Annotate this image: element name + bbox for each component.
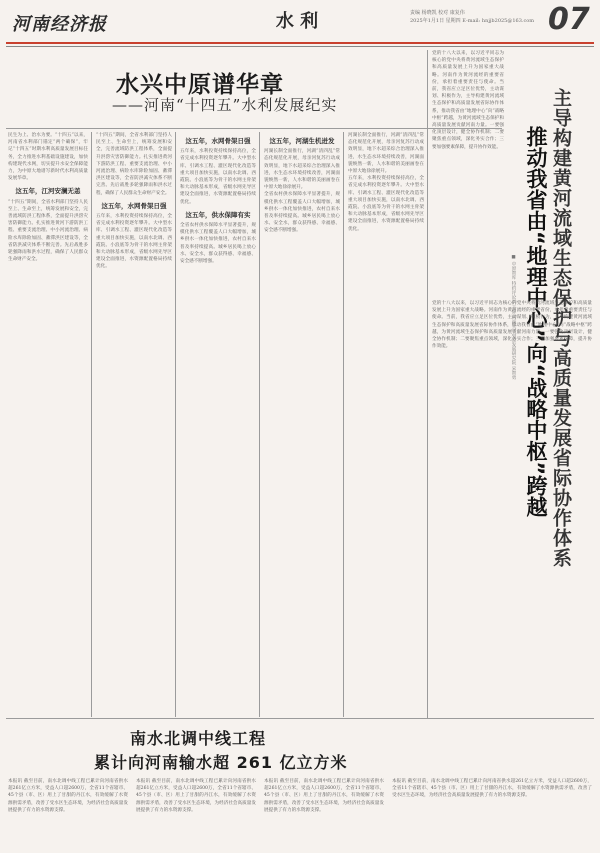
article-text: 五年来，水利投资持续保持高位，全省完成水利投资逐年攀升。大中型水库、引调水工程、灌区现代化改造等重大项目加快实施，以南水北调、西霞院、小浪底等为骨干的水网主骨架和大动脉基本形成，省级水网先导区建设全面推进，水资源配置格局持续优化。: [96, 214, 172, 270]
newspaper-logo: 河南经济报: [12, 14, 107, 35]
article-text: 河湖长制全面推行，河湖“清四乱”常态化规范化开展，母亲河复苏行动成效明显，地下水超采综合治理深入推进，水生态水环境持续改善，河湖面貌焕然一新，人水和谐的美丽画卷在中原大地徐徐展开。: [348, 133, 424, 175]
side-headline-primary: 主导构建黄河流域生态保护与高质量发展省际协作体系: [550, 88, 572, 568]
bottom-headline-line2: 累计向河南输水超 261 亿立方米: [94, 753, 348, 772]
side-headline-secondary: 推动我省由“地理中心”向“战略中枢”跨越: [524, 126, 548, 518]
masthead-rule-thin: [6, 46, 594, 47]
masthead-meta: [410, 9, 534, 25]
column-divider: [91, 132, 92, 717]
column-divider: [427, 50, 428, 718]
lead-subheadline: ——河南“十四五”水利发展纪实: [112, 96, 338, 114]
lead-headline: 水兴中原谱华章: [116, 72, 284, 98]
article-column-1: [8, 132, 88, 722]
bottom-text: 本报讯 截至目前，南水北调中线工程已累计向河南省供水超261亿立方米，受益人口超2600万，全省11个省辖市、45个县（市、区）用上了甘甜的丹江水，有效缓解了水资源供需矛盾，改善了受水区生态环境，为经济社会高质量发展提供了有力的水资源支撑。: [8, 779, 128, 813]
article-text: 全省农村供水保障水平显著提升，规模化供水工程覆盖人口大幅增加，城乡供水一体化加快推进，农村自来水普及率持续提高。城乡居民喝上放心水、安全水，群众获得感、幸福感、安全感不断增强。: [264, 192, 340, 234]
bottom-text: 本报讯 截至目前，南水北调中线工程已累计向河南省供水超261亿立方米，受益人口超2600万，全省11个省辖市、45个县（市、区）用上了甘甜的丹江水，有效缓解了水资源供需矛盾，改善了受水区生态环境，为经济社会高质量发展提供了有力的水资源支撑。: [136, 779, 256, 813]
page-number: 07: [548, 2, 590, 37]
bottom-column-4: [392, 778, 592, 850]
editor-line: 责编 杨晓凯 校对 康复伟: [410, 10, 465, 16]
article-text: “十四五”期间，全省水利部门坚持人民至上、生命至上，统筹发展和安全，完善流域防洪工程体系，全面提升洪涝灾害防御能力。扎实推进黄河下游防洪工程、重要支流治理、中小河流治理、病险水库除险加固、蓄滞洪区建设等，全省防洪减灾体系不断完善。先后战胜多轮强降雨和洪水过程，确保了人民群众生命财产安全。: [96, 133, 172, 196]
article-text: 河湖长制全面推行，河湖“清四乱”常态化规范化开展，母亲河复苏行动成效明显，地下水超采综合治理深入推进，水生态水环境持续改善，河湖面貌焕然一新，人水和谐的美丽画卷在中原大地徐徐展开。: [264, 149, 340, 191]
article-text: 五年来，水利投资持续保持高位，全省完成水利投资逐年攀升。大中型水库、引调水工程、灌区现代化改造等重大项目加快实施，以南水北调、西霞院、小浪底等为骨干的水网主骨架和大动脉基本形成，省级水网先导区建设全面推进，水资源配置格局持续优化。: [180, 149, 256, 205]
article-text: “十四五”期间，全省水利部门坚持人民至上、生命至上，统筹发展和安全，完善流域防洪工程体系，全面提升洪涝灾害防御能力。扎实推进黄河下游防洪工程、重要支流治理、中小河流治理、病险水库除险加固、蓄滞洪区建设等，全省防洪减灾体系不断完善。先后战胜多轮强降雨和洪水过程，确保了人民群众生命财产安全。: [8, 199, 88, 263]
side-text: 党的十八大以来，以习近平同志为核心的党中央将黄河流域生态保护和高质量发展上升为国家重大战略。河南作为黄河流经的重要省份，承担着重要责任与使命。当前，我省应立足区位优势，主动谋划、积极作为，主导构建黄河流域生态保护和高质量发展省际协作体系，推动我省由“地理中心”向“战略中枢”跨越，为黄河流域生态保护和高质量发展贡献河南力量。一要强化顶层设计，健全协作机制；二要聚焦重点领域，深化务实合作；三要加强要素保障，提升协作效能。: [432, 301, 592, 350]
masthead: [0, 0, 600, 46]
section-title-1: 这五年，江河安澜无恙: [15, 187, 81, 196]
section-title: 水 利: [262, 6, 332, 38]
column-divider: [259, 132, 260, 717]
article-text: 全省农村供水保障水平显著提升，规模化供水工程覆盖人口大幅增加，城乡供水一体化加快推进，农村自来水普及率持续提高。城乡居民喝上放心水、安全水，群众获得感、幸福感、安全感不断增强。: [180, 223, 256, 265]
article-column-5: [348, 132, 424, 722]
article-text: 五年来，水利投资持续保持高位，全省完成水利投资逐年攀升。大中型水库、引调水工程、灌区现代化改造等重大项目加快实施，以南水北调、西霞院、小浪底等为骨干的水网主骨架和大动脉基本形成，省级水网先导区建设全面推进，水资源配置格局持续优化。: [348, 176, 424, 232]
article-column-3: [180, 132, 256, 722]
bottom-headline-line1: 南水北调中线工程: [130, 729, 267, 748]
lead-intro: 民生为上、治水为要。“十四五”以来，河南省水利部门锚定“两个确保”，牢记“十四五”时期水利高质量发展目标任务，全力推进水利基础设施建设，加快构建现代水网，切实提升水安全保障能力，为中原大地谱写新时代水利高质量发展华章。: [8, 133, 88, 182]
column-divider: [175, 132, 176, 717]
bottom-column-3: [264, 778, 384, 850]
date-line: 2025年1月1日 星期四 E-mail: hnjjb2025@163.com: [410, 18, 535, 24]
section-title-4: 这五年，河湖生机迸发: [269, 137, 335, 145]
side-byline: ■ 中原智库 特约评论员 王辉 河南大学中原发展研究院 宋智勇: [511, 255, 516, 380]
column-divider: [343, 132, 344, 717]
article-column-4: [264, 132, 340, 722]
masthead-rule: [6, 42, 594, 44]
side-article-body: [432, 300, 592, 720]
side-text: 党的十八大以来，以习近平同志为核心的党中央将黄河流域生态保护和高质量发展上升为国家重大战略。河南作为黄河流经的重要省份，承担着重要责任与使命。当前，我省应立足区位优势，主动谋划、积极作为，主导构建黄河流域生态保护和高质量发展省际协作体系，推动我省由“地理中心”向“战略中枢”跨越，为黄河流域生态保护和高质量发展贡献河南力量。一要强化顶层设计，健全协作机制；二要聚焦重点领域，深化务实合作；三要加强要素保障，提升协作效能。: [432, 51, 504, 150]
bottom-text: 本报讯 截至目前，南水北调中线工程已累计向河南省供水超261亿立方米，受益人口超2600万，全省11个省辖市、45个县（市、区）用上了甘甜的丹江水，有效缓解了水资源供需矛盾，改善了受水区生态环境，为经济社会高质量发展提供了有力的水资源支撑。: [392, 779, 592, 799]
bottom-column-1: [8, 778, 128, 850]
bottom-text: 本报讯 截至目前，南水北调中线工程已累计向河南省供水超261亿立方米，受益人口超2600万，全省11个省辖市、45个县（市、区）用上了甘甜的丹江水，有效缓解了水资源供需矛盾，改善了受水区生态环境，为经济社会高质量发展提供了有力的水资源支撑。: [264, 779, 384, 813]
bottom-column-2: [136, 778, 256, 850]
bottom-divider: [6, 718, 594, 719]
article-column-2: [96, 132, 172, 722]
section-title-3: 这五年，供水保障有实: [185, 210, 251, 219]
side-article-top: [432, 50, 504, 250]
section-title-2b: 这五年，水网骨架日强: [185, 137, 251, 145]
section-title-2: 这五年，水网骨架日强: [101, 201, 167, 210]
